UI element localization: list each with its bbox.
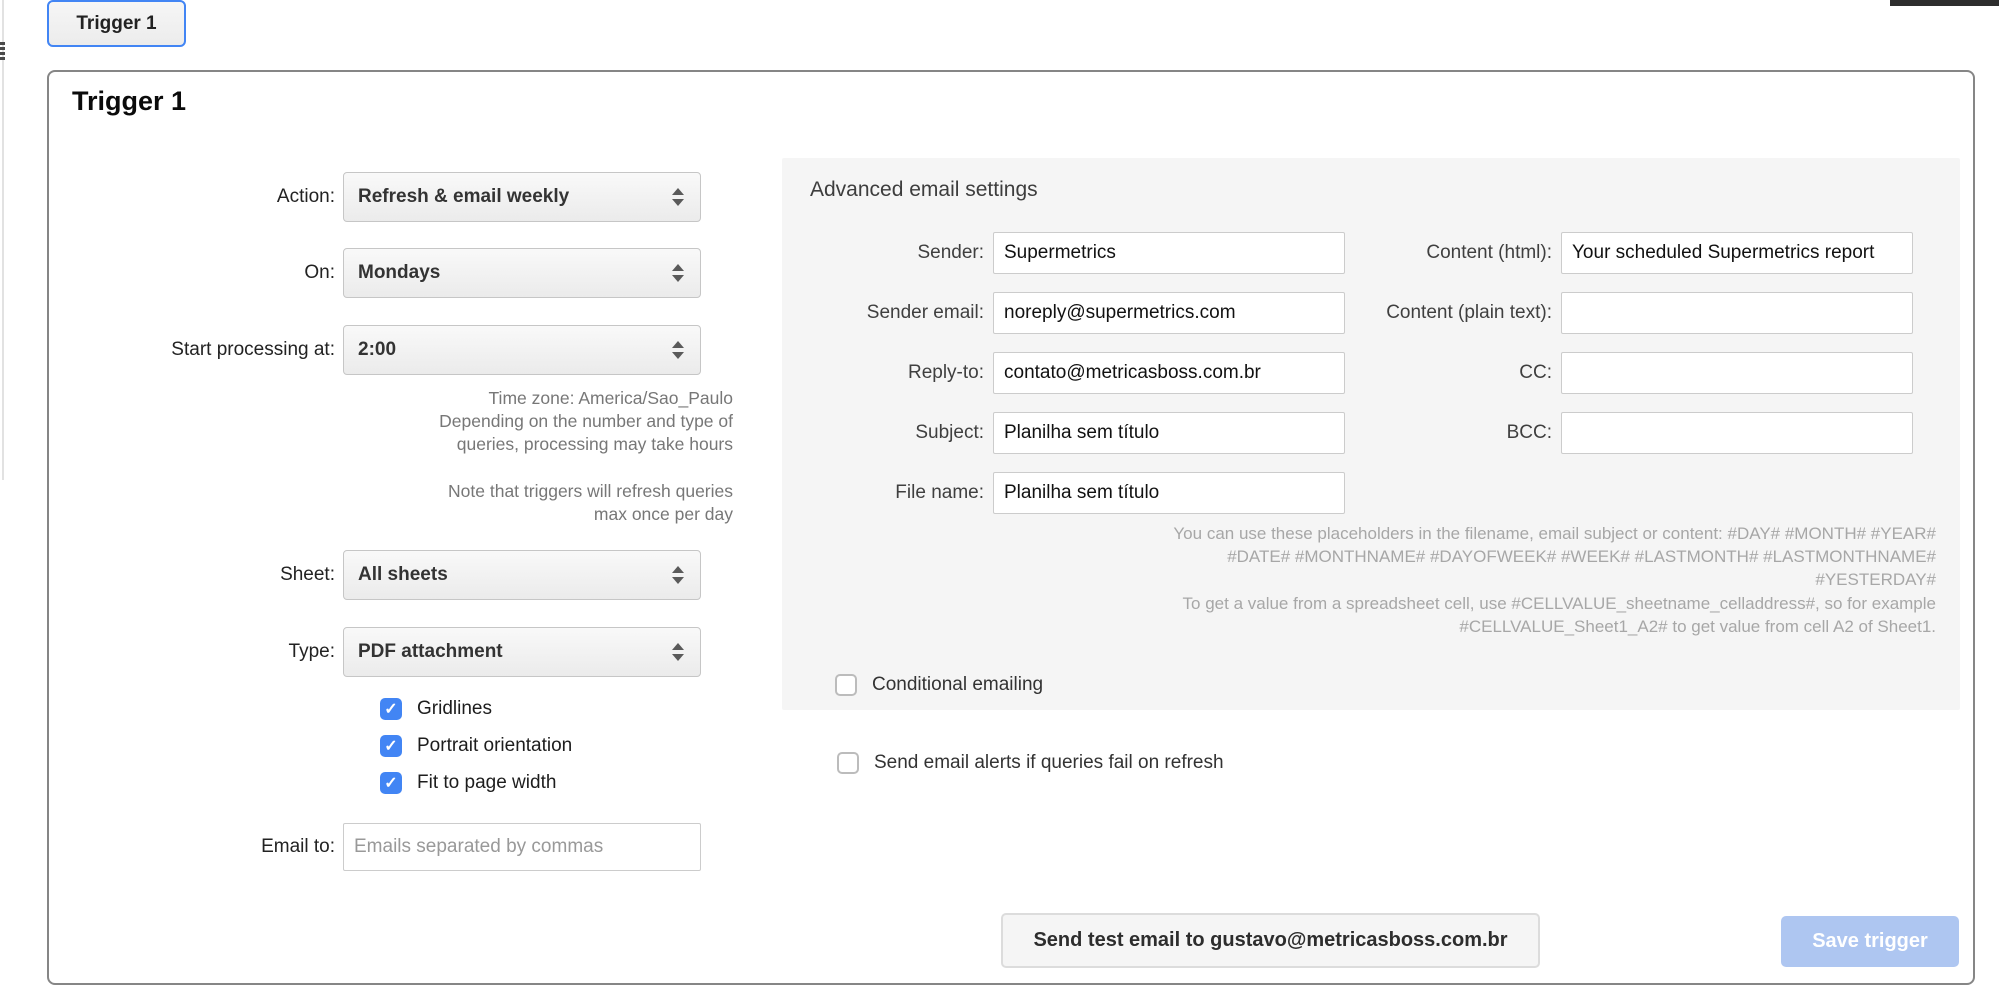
conditional-emailing-option (835, 674, 1043, 696)
left-edge-divider (2, 0, 4, 480)
bcc-row (1292, 412, 1913, 454)
type-label: Type: (288, 641, 335, 662)
content-html-label: Content (html): (1426, 242, 1552, 263)
email-to-input[interactable] (343, 823, 701, 871)
bcc-label: BCC: (1506, 422, 1552, 443)
start-processing-row (73, 325, 733, 375)
content-plain-label: Content (plain text): (1386, 302, 1552, 323)
gridlines-label: Gridlines (417, 698, 492, 719)
left-edge-handle-icon (0, 47, 5, 50)
action-row (73, 172, 733, 222)
type-select[interactable] (343, 627, 701, 677)
action-label: Action: (276, 186, 335, 207)
portrait-orientation-label: Portrait orientation (417, 735, 573, 756)
sheet-select[interactable] (343, 550, 701, 600)
send-test-email-button-label: Send test email to gustavo@metricasboss.com.br (1033, 929, 1508, 951)
reply-to-label: Reply-to: (907, 362, 984, 383)
portrait-orientation-checkbox[interactable] (380, 735, 402, 757)
timezone-note: Time zone: America/Sao_Paulo Depending on the number and type of queries, processing may take hours (439, 388, 733, 454)
chevron-updown-icon (672, 566, 684, 584)
cellvalue-help-text: To get a value from a spreadsheet cell, use #CELLVALUE_sheetname_celladdress#, so for example #CELLVALUE_Sheet1_A2# to get value from cell A2 of Sheet1. (1182, 594, 1936, 636)
sheet-select-value: All sheets (358, 564, 448, 585)
left-edge-handle-icon (0, 42, 5, 45)
start-processing-select[interactable] (343, 325, 701, 375)
subject-label: Subject: (915, 422, 984, 443)
placeholders-help-text: You can use these placeholders in the filename, email subject or content: #DAY# #MONTH# #YEAR# #DATE# #MONTHNAME# #DAYOFWEEK# #WEEK# #LASTMONTH# #LASTMONTHNAME# #YESTERDAY# (1173, 524, 1936, 589)
gridlines-checkbox[interactable] (380, 698, 402, 720)
gridlines-option (380, 698, 492, 720)
tab-trigger-1-label: Trigger 1 (76, 12, 157, 34)
chevron-updown-icon (672, 264, 684, 282)
start-processing-label: Start processing at: (171, 339, 335, 360)
content-plain-row (1292, 292, 1913, 334)
action-select[interactable] (343, 172, 701, 222)
on-row (73, 248, 733, 298)
cc-row (1292, 352, 1913, 394)
conditional-emailing-label: Conditional emailing (872, 674, 1044, 695)
save-trigger-button-label: Save trigger (1812, 930, 1928, 952)
chevron-updown-icon (672, 188, 684, 206)
on-label: On: (304, 262, 335, 283)
cc-input[interactable] (1561, 352, 1913, 394)
save-trigger-button[interactable] (1781, 916, 1959, 967)
start-processing-select-value: 2:00 (358, 339, 397, 360)
refresh-limit-note: Note that triggers will refresh queries max once per day (448, 481, 733, 524)
content-html-input[interactable] (1561, 232, 1913, 274)
window-edge-bar (1890, 0, 1999, 6)
action-select-value: Refresh & email weekly (358, 186, 570, 207)
file-name-label: File name: (895, 482, 984, 503)
email-to-label: Email to: (261, 836, 335, 857)
email-alerts-option (837, 752, 1224, 774)
sender-email-label: Sender email: (866, 302, 984, 323)
email-to-row (73, 822, 733, 872)
send-test-email-button[interactable] (1001, 913, 1540, 968)
chevron-updown-icon (672, 341, 684, 359)
file-name-row (782, 472, 1345, 514)
reply-to-row (782, 352, 1345, 394)
on-select-value: Mondays (358, 262, 441, 283)
conditional-emailing-checkbox[interactable] (835, 674, 857, 696)
fit-width-option (380, 772, 556, 794)
subject-row (782, 412, 1345, 454)
fit-to-page-width-checkbox[interactable] (380, 772, 402, 794)
advanced-email-settings-panel (782, 158, 1960, 710)
advanced-settings-title: Advanced email settings (810, 178, 1038, 201)
fit-to-page-width-label: Fit to page width (417, 772, 557, 793)
email-alerts-label: Send email alerts if queries fail on refresh (874, 752, 1224, 773)
file-name-input[interactable] (993, 472, 1345, 514)
content-plain-input[interactable] (1561, 292, 1913, 334)
left-edge-handle-icon (0, 52, 5, 55)
content-html-row (1292, 232, 1913, 274)
email-alerts-checkbox[interactable] (837, 752, 859, 774)
tab-trigger-1[interactable] (47, 0, 186, 47)
sender-row (782, 232, 1345, 274)
on-select[interactable] (343, 248, 701, 298)
bcc-input[interactable] (1561, 412, 1913, 454)
cc-label: CC: (1519, 362, 1552, 383)
sheet-label: Sheet: (280, 564, 335, 585)
page-title: Trigger 1 (72, 86, 187, 116)
portrait-option (380, 735, 572, 757)
chevron-updown-icon (672, 643, 684, 661)
sender-label: Sender: (917, 242, 984, 263)
type-select-value: PDF attachment (358, 641, 503, 662)
type-row (73, 627, 733, 677)
left-edge-handle-icon (0, 57, 5, 60)
sender-email-row (782, 292, 1345, 334)
sheet-row (73, 550, 733, 600)
trigger-panel (47, 70, 1975, 985)
